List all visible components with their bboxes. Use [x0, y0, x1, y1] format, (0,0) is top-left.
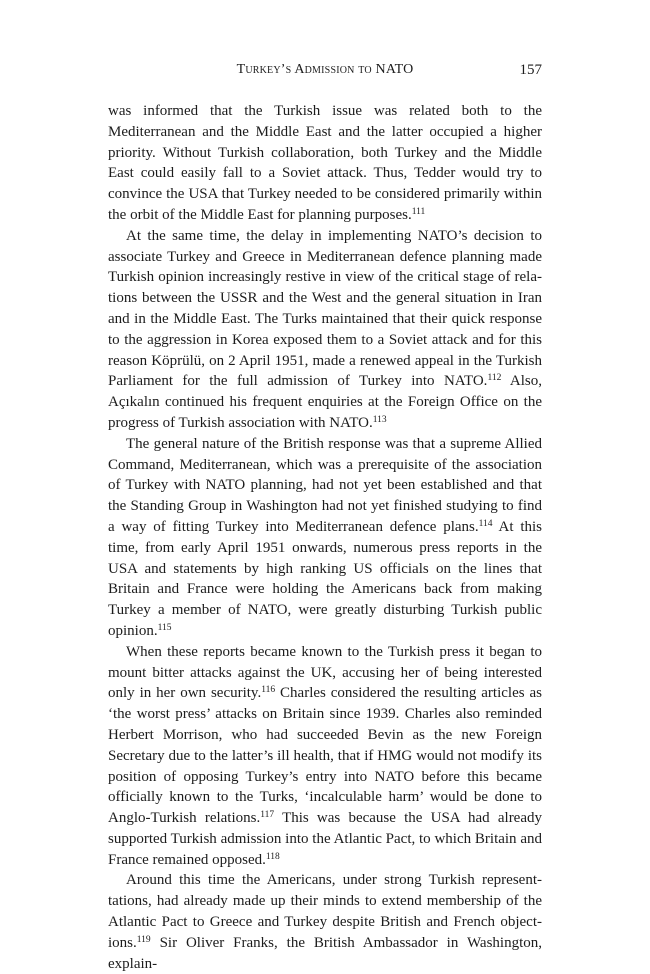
footnote-reference: 117: [260, 810, 275, 821]
footnote-reference: 111: [411, 206, 426, 217]
paragraph: [108, 642, 542, 871]
paragraph-text: This was because the USA had already supported Turkish admission into the Atlantic Pact, to which Britain and France remained opposed.: [108, 810, 542, 868]
paragraph: [108, 101, 542, 226]
paragraph-text: Also, Açıkalın continued his frequent enquiries at the Foreign Office on the progress of Turkish association with NATO.: [108, 373, 542, 431]
footnote-reference: 119: [136, 934, 151, 945]
paragraph-text: When these reports became known to the Turkish press it began to mount bitter attacks against the UK, accusing her of being interested only in her own security.: [108, 643, 542, 702]
paragraph-text: At this time, from early April 1951 onwards, numerous press reports in the USA and statements by high ranking US officials on the lines that Britain and France were holding the Americans back from making Turkey a member of NATO, were greatly disturbing Turkish public opinion.: [108, 518, 542, 639]
body-text: [108, 101, 542, 974]
paragraph-text: The general nature of the British response was that a supreme Allied Command, Mediterranean, which was a prerequisite of the association of Turkey with NATO planning, had not yet been established and that the Standing Group in Washington had not yet finished studying to find a way of fitting Turkey into Mediterranean defence plans.: [108, 435, 542, 535]
paragraph: [108, 434, 542, 642]
paragraph-text: Sir Oliver Franks, the British Ambassador in Washington, explain-: [108, 934, 542, 972]
footnote-reference: 114: [478, 518, 493, 529]
paragraph: [108, 870, 542, 974]
footnote-reference: 112: [487, 373, 502, 384]
page-number: 157: [519, 62, 542, 78]
footnote-reference: 118: [265, 851, 280, 862]
paragraph: [108, 226, 542, 434]
footnote-reference: 116: [261, 685, 276, 696]
paragraph-text: was informed that the Turkish issue was related both to the Mediterranean and the Middle East and the latter occupied a higher priority. Without Turkish collaboration, both Turkey and the Middle East could easily fall to a Soviet attack. Thus, Tedder would try to convince the USA that Turkey needed to be considered primarily within the orbit of the Middle East for planning purposes.: [108, 103, 542, 223]
paragraph-text: At the same time, the delay in implementing NATO’s decision to associate Turkey and Greece in Mediterranean defence planning made Turkish opinion increasingly restive in view of the critical stage of relations between the USSR and the West and the general situation in Iran and in the Middle East. The Turks maintained that their quick response to the aggression in Korea exposed them to a Soviet attack and for this reason Köprülü, on 2 April 1951, made a renewed appeal in the Turkish Parliament for the full admission of Turkey into NATO.: [108, 227, 542, 390]
running-title: Turkey’s Admission to NATO: [236, 62, 414, 77]
paragraph-text: Around this time the Americans, under strong Turkish representtations, had already made up their minds to extend membership of the Atlantic Pact to Greece and Turkey despite British and French objections.: [108, 872, 542, 951]
paragraph-text: Charles considered the resulting articles as ‘the worst press’ attacks on Britain since 1939. Charles also reminded Herbert Morrison, who had succeeded Bevin as the new Foreign Secretary due to the latter’s ill health, that if HMG would not modify its position of opposing Turkey’s entry into NATO before this became officially known to the Turks, ‘incalculable harm’ would be done to Anglo-Turkish relations.: [108, 685, 542, 827]
running-head: [108, 62, 542, 84]
footnote-reference: 113: [372, 414, 387, 425]
footnote-reference: 115: [157, 622, 172, 633]
